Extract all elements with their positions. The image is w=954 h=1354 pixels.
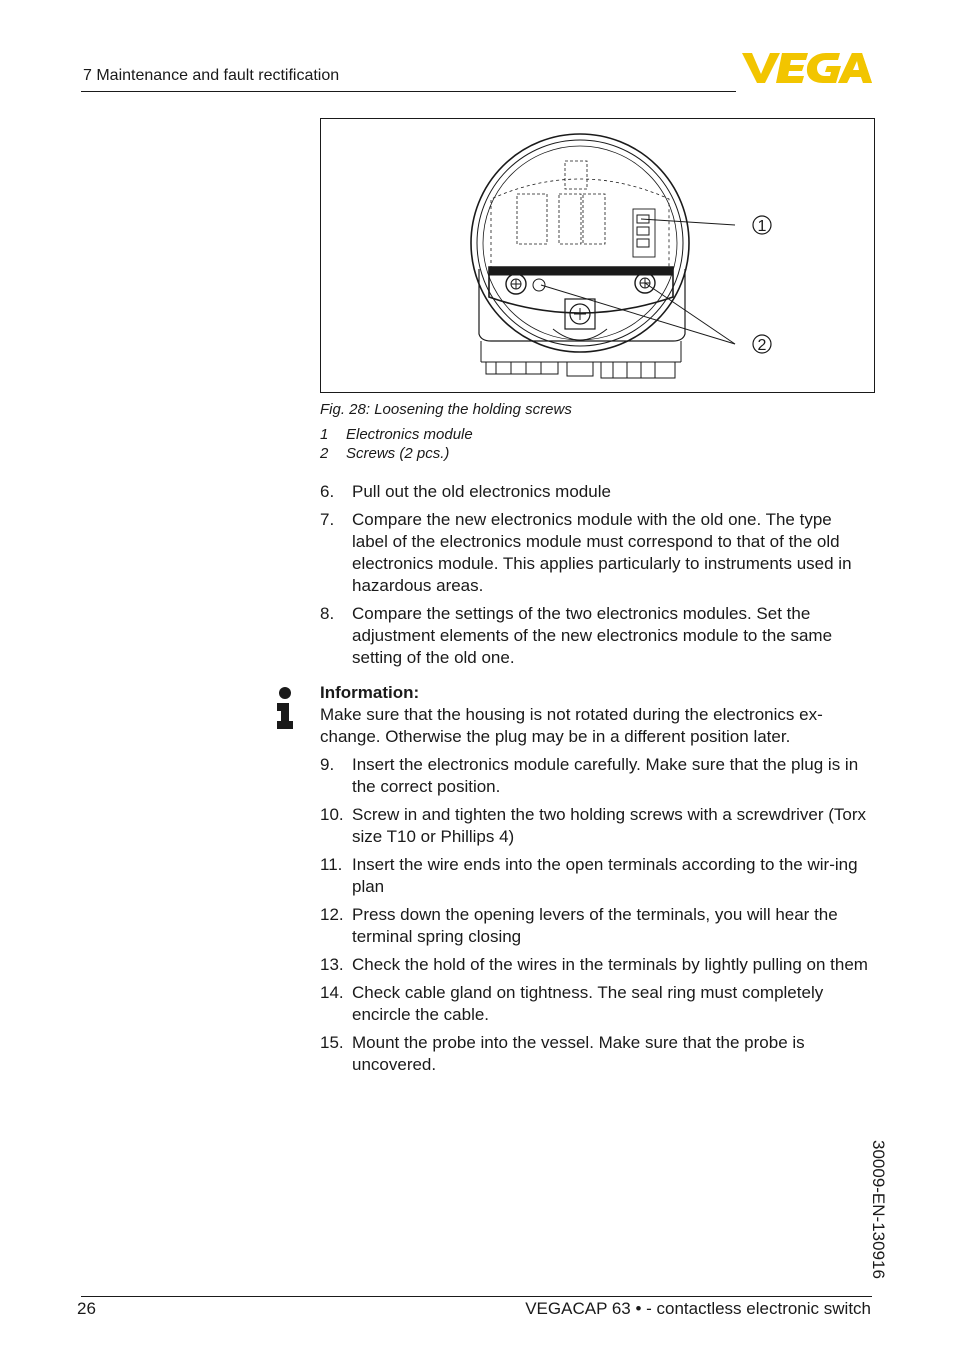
steps-list-before [320,481,872,669]
information-text: Make sure that the housing is not rotated during the electronics ex-change. Otherwise the plug may be in a different position later. [320,705,823,746]
info-icon [275,687,295,729]
step-text: Check cable gland on tightness. The seal ring must completely encircle the cable. [352,983,824,1024]
document-code: 30009-EN-130916 [869,1140,888,1279]
step-text: Compare the new electronics module with the old one. The type label of the electronics module must correspond to that of the old electronics module. This applies particularly to instruments used in hazardous areas. [352,510,852,595]
housing-drawing [321,119,874,392]
step-text: Mount the probe into the vessel. Make sure that the probe is uncovered. [352,1033,805,1074]
footer-doc-title: VEGACAP 63 • - contactless electronic switch [525,1299,871,1318]
callout-2: 2 [757,337,767,354]
step-text: Insert the electronics module carefully. Make sure that the plug is in the correct position. [352,755,859,796]
list-item [320,1032,872,1076]
step-number: 9. [320,755,335,774]
footer-rule [81,1296,872,1297]
legend-item [320,445,449,462]
list-item [320,904,872,948]
step-number: 8. [320,604,335,623]
step-text: Compare the settings of the two electronics modules. Set the adjustment elements of the new electronics module to the same setting of the old one. [352,604,833,667]
list-item [320,481,872,503]
list-item [320,854,872,898]
step-number: 12. [320,905,344,924]
information-note [320,682,872,748]
step-text: Screw in and tighten the two holding screws with a screwdriver (Torx size T10 or Phillips 4) [352,805,866,846]
list-item [320,754,872,798]
list-item [320,982,872,1026]
step-number: 13. [320,955,344,974]
list-item [320,804,872,848]
step-number: 7. [320,510,335,529]
step-number: 15. [320,1033,344,1052]
step-number: 14. [320,983,344,1002]
steps-list-after [320,754,872,1076]
list-item [320,954,872,976]
page-number: 26 [77,1299,96,1318]
legend-num: 1 [320,426,329,443]
vega-logo [742,51,872,85]
legend-text: Electronics module [346,426,473,443]
step-text: Pull out the old electronics module [352,482,611,501]
header-rule [81,91,736,92]
step-text: Check the hold of the wires in the terminals by lightly pulling on them [352,955,868,974]
list-item [320,603,872,669]
figure-electronics-housing [320,118,875,393]
step-text: Press down the opening levers of the terminals, you will hear the terminal spring closing [352,905,838,946]
legend-item [320,426,473,443]
legend-num: 2 [320,445,329,462]
step-text: Insert the wire ends into the open terminals according to the wir-ing plan [352,855,858,896]
step-number: 10. [320,805,344,824]
callout-1: 1 [757,218,767,235]
list-item [320,509,872,597]
step-number: 11. [320,855,343,874]
information-heading: Information: [320,683,420,702]
legend-text: Screws (2 pcs.) [346,445,450,462]
header-section-title: 7 Maintenance and fault rectification [83,67,340,84]
figure-caption: Fig. 28: Loosening the holding screws [320,401,572,418]
step-number: 6. [320,482,335,501]
